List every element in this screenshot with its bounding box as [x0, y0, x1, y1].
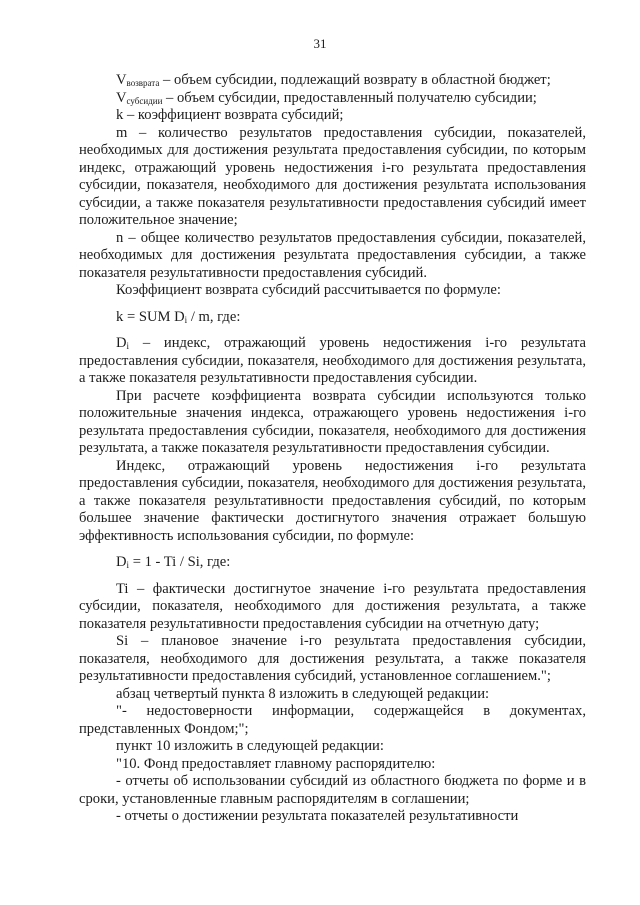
- item-10-reports-results: - отчеты о достижении результата показателей результативности: [116, 808, 519, 824]
- d-definition: [79, 335, 586, 388]
- paragraph-4-text: "- недостоверности информации, содержащейся в документах, представленных Фондом;";: [79, 703, 586, 737]
- v-subsidy-text: – объем субсидии, предоставленный получателю субсидии;: [162, 89, 537, 106]
- d-subscript: i: [126, 341, 130, 351]
- ti-definition: Ti – фактически достигнутое значение i-го результата предоставления субсидии, показателя, необходимого для достижения результата, а также показателя результативности предоставления субсидии на отчетную дату;: [79, 580, 586, 632]
- d-definition-text: – индекс, отражающий уровень недостижения i-го результата предоставления субсидии, показателя, необходимого для достижения результата, а также показателя результативности предоставления субсидии.: [79, 335, 586, 386]
- d-symbol: D: [116, 335, 127, 351]
- k-formula-after: / m, где:: [187, 308, 241, 325]
- item-10-title: "10. Фонд предоставляет главному распорядителю:: [116, 755, 436, 772]
- si-definition: Si – плановое значение i-го результата предоставления субсидии, показателя, необходимого для достижения результата, а также показателя результативности предоставления субсидий, установленное соглашением.";: [79, 633, 586, 684]
- d-formula-before: D: [116, 554, 127, 570]
- k-formula-before: k = SUM D: [116, 308, 185, 325]
- calculation-note: При расчете коэффициента возврата субсидии используются только положительные значения индекса, отражающего уровень недостижения i-го результата предоставления субсидии, показателя, необходимого для достижения результата, а также показателя результативности предоставления субсидии.: [79, 387, 586, 456]
- k-formula: [79, 309, 586, 327]
- v-subsidy-definition: [79, 90, 586, 108]
- d-formula: [79, 554, 586, 572]
- k-formula-intro: Коэффициент возврата субсидий рассчитывается по формуле:: [116, 282, 501, 298]
- d-formula-after: = 1 - Ti / Si, где:: [129, 554, 231, 570]
- v-return-subscript: возврата: [126, 78, 160, 88]
- n-definition: n – общее количество результатов предоставления субсидии, показателей, необходимых для достижения результата предоставления субсидии, а также показателя результативности предоставления субсидий.: [79, 229, 586, 281]
- k-formula-subscript: i: [184, 314, 188, 325]
- v-symbol: V: [116, 72, 127, 88]
- paragraph-4-intro: абзац четвертый пункта 8 изложить в следующей редакции:: [116, 685, 490, 702]
- v-subsidy-subscript: субсидии: [126, 95, 163, 106]
- v-return-definition: [79, 72, 586, 90]
- page-number: 31: [313, 36, 327, 51]
- v-return-text: – объем субсидии, подлежащий возврату в областной бюджет;: [159, 72, 551, 88]
- m-definition: m – количество результатов предоставления субсидии, показателей, необходимых для достижения результата предоставления субсидии, по которым индекс, отражающий уровень недостижения i-го результата предоставления субсидии, показателя, необходимого для достижения результата использования субсидии, а также показателя результативности предоставления субсидий имеет положительное значение;: [79, 124, 586, 228]
- item-10-reports-use: - отчеты об использовании субсидий из областного бюджета по форме и в сроки, установленные главным распорядителям в соглашении;: [79, 773, 586, 807]
- v-symbol: V: [116, 89, 127, 106]
- document-body: [79, 72, 586, 826]
- item-10-intro: пункт 10 изложить в следующей редакции:: [116, 738, 384, 754]
- k-definition: k – коэффициент возврата субсидий;: [116, 107, 344, 123]
- d-formula-subscript: i: [126, 560, 130, 570]
- index-note: Индекс, отражающий уровень недостижения i-го результата предоставления субсидии, показателя, необходимого для достижения результата, а также показателя результативности предоставления субсидий, по которым большее значение фактически достигнутого значения отражает большую эффективность использования субсидии, по формуле:: [79, 457, 586, 544]
